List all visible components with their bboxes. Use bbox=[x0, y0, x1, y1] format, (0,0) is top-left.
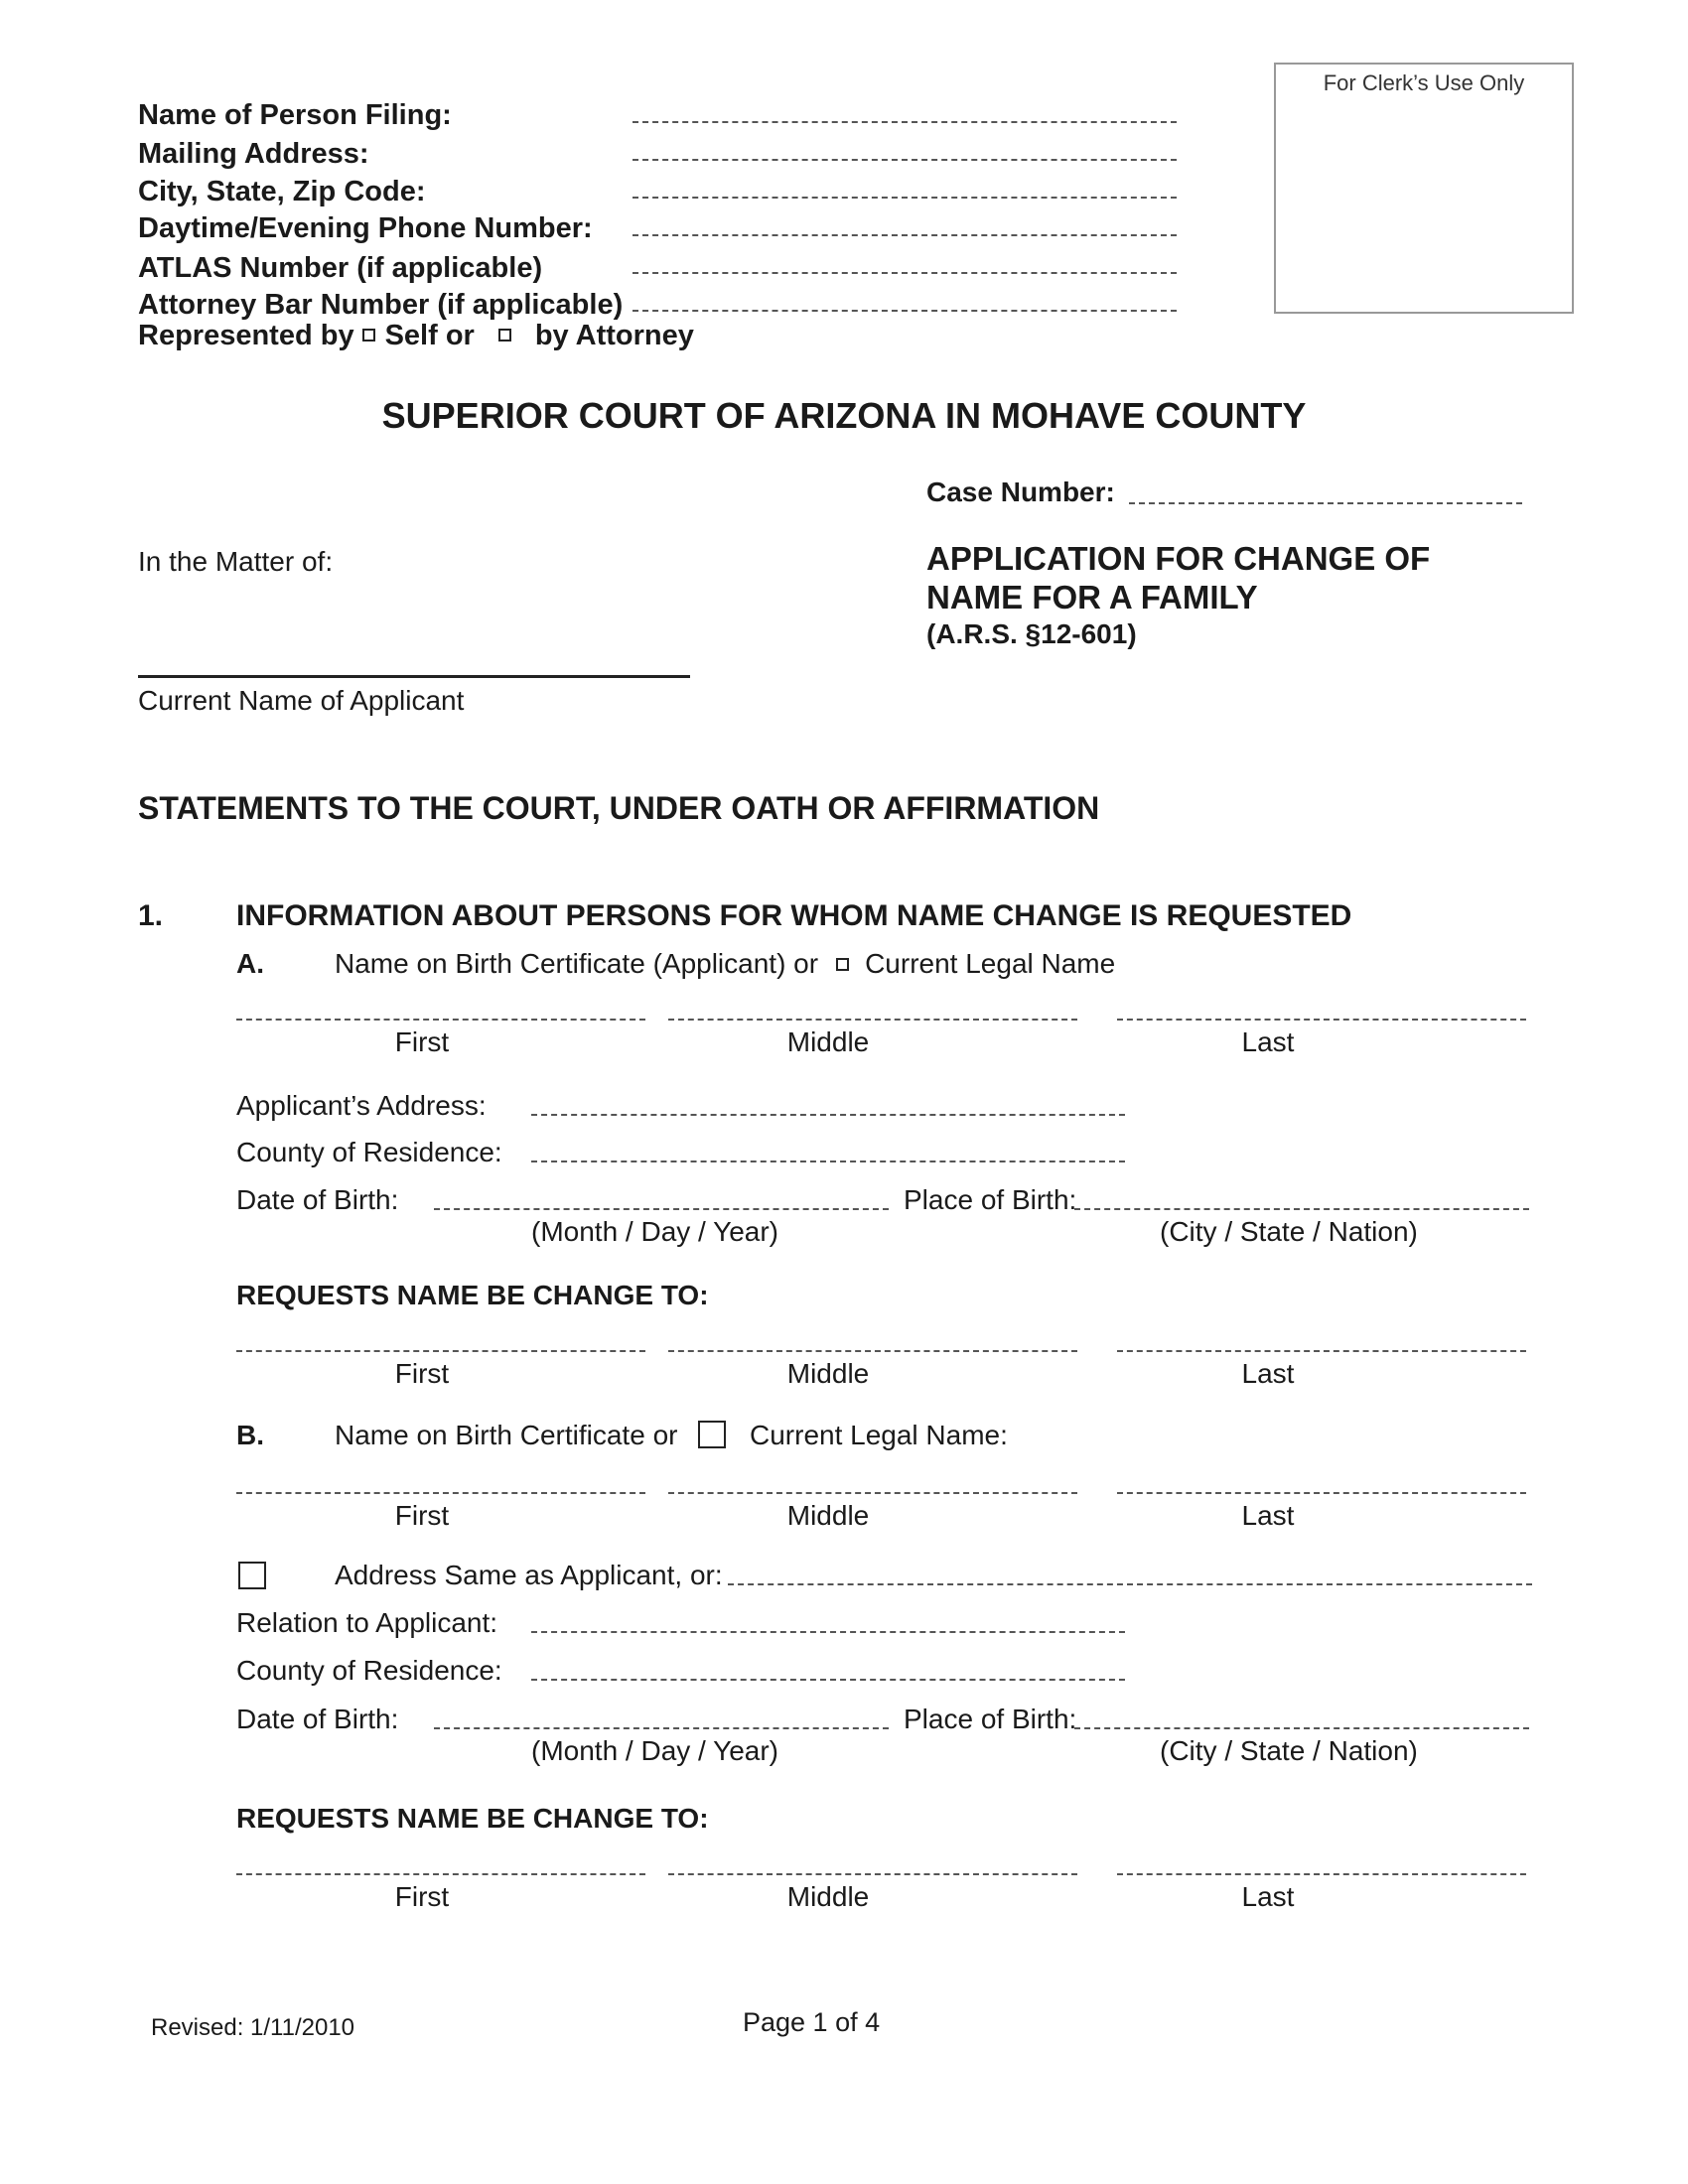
atlas-label: ATLAS Number (if applicable) bbox=[138, 252, 543, 284]
self-checkbox[interactable] bbox=[362, 329, 375, 341]
a-last-field[interactable] bbox=[1117, 1019, 1526, 1021]
b-requests-heading: REQUESTS NAME BE CHANGE TO: bbox=[236, 1803, 709, 1834]
item-b-label-pre: Name on Birth Certificate or bbox=[335, 1420, 678, 1450]
a-county-field[interactable] bbox=[531, 1160, 1125, 1162]
b-last-label: Last bbox=[1241, 1500, 1295, 1531]
item-a-legal-name-checkbox[interactable] bbox=[836, 958, 849, 971]
b-address-same-label: Address Same as Applicant, or: bbox=[335, 1560, 723, 1590]
represented-by-label: Represented by bbox=[138, 320, 354, 351]
b-address-same-checkbox[interactable] bbox=[238, 1562, 266, 1589]
bar-number-label: Attorney Bar Number (if applicable) bbox=[138, 289, 624, 321]
form-title-line1: APPLICATION FOR CHANGE OF bbox=[926, 540, 1431, 577]
b-county-field[interactable] bbox=[531, 1679, 1125, 1681]
a-new-first-field[interactable] bbox=[236, 1350, 645, 1352]
b-dob-hint: (Month / Day / Year) bbox=[531, 1735, 779, 1766]
section-heading: INFORMATION ABOUT PERSONS FOR WHOM NAME CHANGE IS REQUESTED bbox=[236, 899, 1352, 932]
a-pob-hint: (City / State / Nation) bbox=[1160, 1216, 1418, 1247]
item-b-label-post: Current Legal Name: bbox=[750, 1420, 1008, 1450]
b-first-field[interactable] bbox=[236, 1492, 645, 1494]
a-last-label: Last bbox=[1241, 1026, 1295, 1057]
matter-label: In the Matter of: bbox=[138, 546, 334, 577]
b-new-first-field[interactable] bbox=[236, 1873, 645, 1875]
section-number: 1. bbox=[138, 899, 164, 932]
self-label: Self or bbox=[384, 320, 475, 351]
a-new-middle-field[interactable] bbox=[668, 1350, 1077, 1352]
clerk-use-box bbox=[1274, 63, 1574, 314]
item-a-name-row bbox=[335, 948, 1115, 980]
court-title: SUPERIOR COURT OF ARIZONA IN MOHAVE COUNTY bbox=[381, 395, 1307, 436]
a-dob-field[interactable] bbox=[434, 1208, 889, 1210]
current-name-label: Current Name of Applicant bbox=[138, 685, 465, 716]
a-middle-field[interactable] bbox=[668, 1019, 1077, 1021]
form-statute: (A.R.S. §12-601) bbox=[926, 618, 1137, 649]
a-pob-label: Place of Birth: bbox=[904, 1184, 1077, 1215]
item-a-label-post: Current Legal Name bbox=[865, 948, 1116, 979]
b-relation-field[interactable] bbox=[531, 1631, 1125, 1633]
item-b-letter: B. bbox=[236, 1420, 264, 1450]
bar-number-field[interactable] bbox=[633, 310, 1177, 312]
attorney-checkbox[interactable] bbox=[498, 329, 511, 341]
a-dob-label: Date of Birth: bbox=[236, 1184, 399, 1215]
name-filing-label: Name of Person Filing: bbox=[138, 99, 452, 131]
b-address-field[interactable] bbox=[728, 1583, 1532, 1585]
b-new-last-label: Last bbox=[1241, 1881, 1295, 1912]
b-dob-field[interactable] bbox=[434, 1727, 889, 1729]
name-filing-field[interactable] bbox=[633, 121, 1177, 123]
item-a-label-pre: Name on Birth Certificate (Applicant) or bbox=[335, 948, 819, 979]
b-first-label: First bbox=[394, 1500, 450, 1531]
a-county-label: County of Residence: bbox=[236, 1137, 502, 1167]
a-pob-field[interactable] bbox=[1074, 1208, 1529, 1210]
applicant-name-line[interactable] bbox=[138, 675, 690, 678]
a-new-middle-label: Middle bbox=[786, 1358, 870, 1389]
statements-heading: STATEMENTS TO THE COURT, UNDER OATH OR AFFIRMATION bbox=[138, 790, 1100, 826]
b-relation-label: Relation to Applicant: bbox=[236, 1607, 498, 1638]
a-middle-label: Middle bbox=[786, 1026, 870, 1057]
a-address-field[interactable] bbox=[531, 1114, 1125, 1116]
case-number-field[interactable] bbox=[1129, 502, 1522, 504]
a-address-label: Applicant’s Address: bbox=[236, 1090, 487, 1121]
b-middle-label: Middle bbox=[786, 1500, 870, 1531]
b-pob-label: Place of Birth: bbox=[904, 1704, 1077, 1734]
b-dob-label: Date of Birth: bbox=[236, 1704, 399, 1734]
b-middle-field[interactable] bbox=[668, 1492, 1077, 1494]
a-requests-heading: REQUESTS NAME BE CHANGE TO: bbox=[236, 1280, 709, 1310]
a-new-last-field[interactable] bbox=[1117, 1350, 1526, 1352]
b-county-label: County of Residence: bbox=[236, 1655, 502, 1686]
a-dob-hint: (Month / Day / Year) bbox=[531, 1216, 779, 1247]
mailing-address-field[interactable] bbox=[633, 159, 1177, 161]
case-number-label: Case Number: bbox=[926, 477, 1115, 507]
form-title-line2: NAME FOR A FAMILY bbox=[926, 579, 1258, 615]
city-state-zip-field[interactable] bbox=[633, 197, 1177, 199]
phone-label: Daytime/Evening Phone Number: bbox=[138, 212, 593, 244]
atlas-field[interactable] bbox=[633, 272, 1177, 274]
a-first-label: First bbox=[394, 1026, 450, 1057]
b-new-last-field[interactable] bbox=[1117, 1873, 1526, 1875]
page-number: Page 1 of 4 bbox=[743, 2007, 881, 2037]
phone-field[interactable] bbox=[633, 234, 1177, 236]
item-a-letter: A. bbox=[236, 948, 264, 979]
city-state-zip-label: City, State, Zip Code: bbox=[138, 176, 426, 207]
represented-by-row bbox=[138, 320, 694, 352]
clerk-use-label: For Clerk’s Use Only bbox=[1323, 70, 1525, 95]
revised-date: Revised: 1/11/2010 bbox=[151, 2014, 355, 2041]
attorney-label: by Attorney bbox=[534, 320, 694, 351]
a-new-first-label: First bbox=[394, 1358, 450, 1389]
b-pob-hint: (City / State / Nation) bbox=[1160, 1735, 1418, 1766]
b-new-middle-label: Middle bbox=[786, 1881, 870, 1912]
mailing-address-label: Mailing Address: bbox=[138, 138, 369, 170]
a-new-last-label: Last bbox=[1241, 1358, 1295, 1389]
b-new-middle-field[interactable] bbox=[668, 1873, 1077, 1875]
item-b-legal-name-checkbox[interactable] bbox=[698, 1421, 726, 1448]
b-last-field[interactable] bbox=[1117, 1492, 1526, 1494]
b-new-first-label: First bbox=[394, 1881, 450, 1912]
a-first-field[interactable] bbox=[236, 1019, 645, 1021]
b-pob-field[interactable] bbox=[1074, 1727, 1529, 1729]
